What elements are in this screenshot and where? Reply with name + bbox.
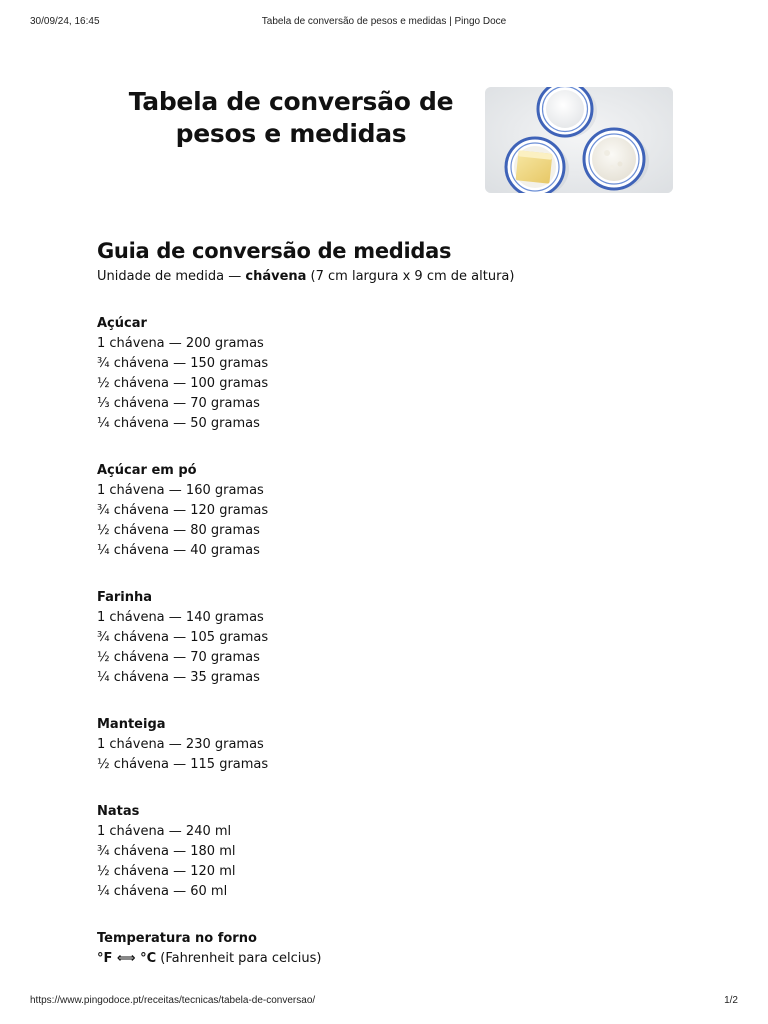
group-title: Manteiga bbox=[97, 717, 166, 732]
print-footer bbox=[30, 995, 738, 1009]
conversion-line: 1 chávena — 230 gramas bbox=[97, 737, 264, 752]
conversion-line: 1 chávena — 200 gramas bbox=[97, 336, 264, 351]
print-date: 30/09/24, 16:45 bbox=[30, 16, 100, 27]
print-document-title: Tabela de conversão de pesos e medidas | Pingo Doce bbox=[261, 16, 507, 27]
page-title bbox=[110, 86, 472, 150]
conversion-line: ¾ chávena — 180 ml bbox=[97, 844, 236, 859]
group-title: Açúcar em pó bbox=[97, 463, 197, 478]
conversion-line: ¾ chávena — 105 gramas bbox=[97, 630, 269, 645]
temperature-description: (Fahrenheit para celcius) bbox=[156, 951, 322, 966]
conversion-line: ¼ chávena — 60 ml bbox=[97, 884, 228, 899]
conversion-group bbox=[97, 461, 697, 561]
unit-name: chávena bbox=[245, 269, 307, 284]
unit-description bbox=[97, 267, 697, 287]
page-number: 1/2 bbox=[724, 995, 738, 1006]
group-title: Natas bbox=[97, 804, 140, 819]
guide-title: Guia de conversão de medidas bbox=[97, 239, 452, 263]
conversion-line: ½ chávena — 100 gramas bbox=[97, 376, 269, 391]
page-title-line1: Tabela de conversão de bbox=[128, 87, 454, 116]
temperature-conversion bbox=[97, 949, 697, 969]
conversion-line: ¼ chávena — 40 gramas bbox=[97, 543, 260, 558]
conversion-group bbox=[97, 588, 697, 688]
conversion-line: 1 chávena — 240 ml bbox=[97, 824, 232, 839]
bowls-illustration bbox=[485, 87, 673, 193]
page-title-line2: pesos e medidas bbox=[175, 119, 407, 148]
temperature-title: Temperatura no forno bbox=[97, 931, 257, 946]
conversion-groups bbox=[97, 314, 697, 902]
bowls-of-ingredients-photo bbox=[485, 87, 673, 193]
conversion-group bbox=[97, 715, 697, 775]
page-url: https://www.pingodoce.pt/receitas/tecnicas/tabela-de-conversao/ bbox=[30, 995, 316, 1006]
conversion-line: ⅓ chávena — 70 gramas bbox=[97, 396, 260, 411]
conversion-group bbox=[97, 802, 697, 902]
conversion-line: ½ chávena — 80 gramas bbox=[97, 523, 260, 538]
conversion-line: 1 chávena — 140 gramas bbox=[97, 610, 264, 625]
group-title: Farinha bbox=[97, 590, 153, 605]
group-title: Açúcar bbox=[97, 316, 147, 331]
temperature-section bbox=[97, 929, 697, 969]
conversion-line: ½ chávena — 120 ml bbox=[97, 864, 236, 879]
conversion-line: ¼ chávena — 35 gramas bbox=[97, 670, 260, 685]
temperature-units: °F ⟺ °C bbox=[97, 951, 157, 966]
conversion-line: ¾ chávena — 150 gramas bbox=[97, 356, 269, 371]
conversion-guide bbox=[97, 236, 697, 969]
unit-size: (7 cm largura x 9 cm de altura) bbox=[306, 269, 515, 284]
conversion-line: ½ chávena — 70 gramas bbox=[97, 650, 260, 665]
conversion-line: ½ chávena — 115 gramas bbox=[97, 757, 269, 772]
print-header bbox=[30, 16, 738, 30]
conversion-line: ¾ chávena — 120 gramas bbox=[97, 503, 269, 518]
conversion-group bbox=[97, 314, 697, 434]
unit-prefix: Unidade de medida — bbox=[97, 269, 246, 284]
conversion-line: ¼ chávena — 50 gramas bbox=[97, 416, 260, 431]
conversion-line: 1 chávena — 160 gramas bbox=[97, 483, 264, 498]
